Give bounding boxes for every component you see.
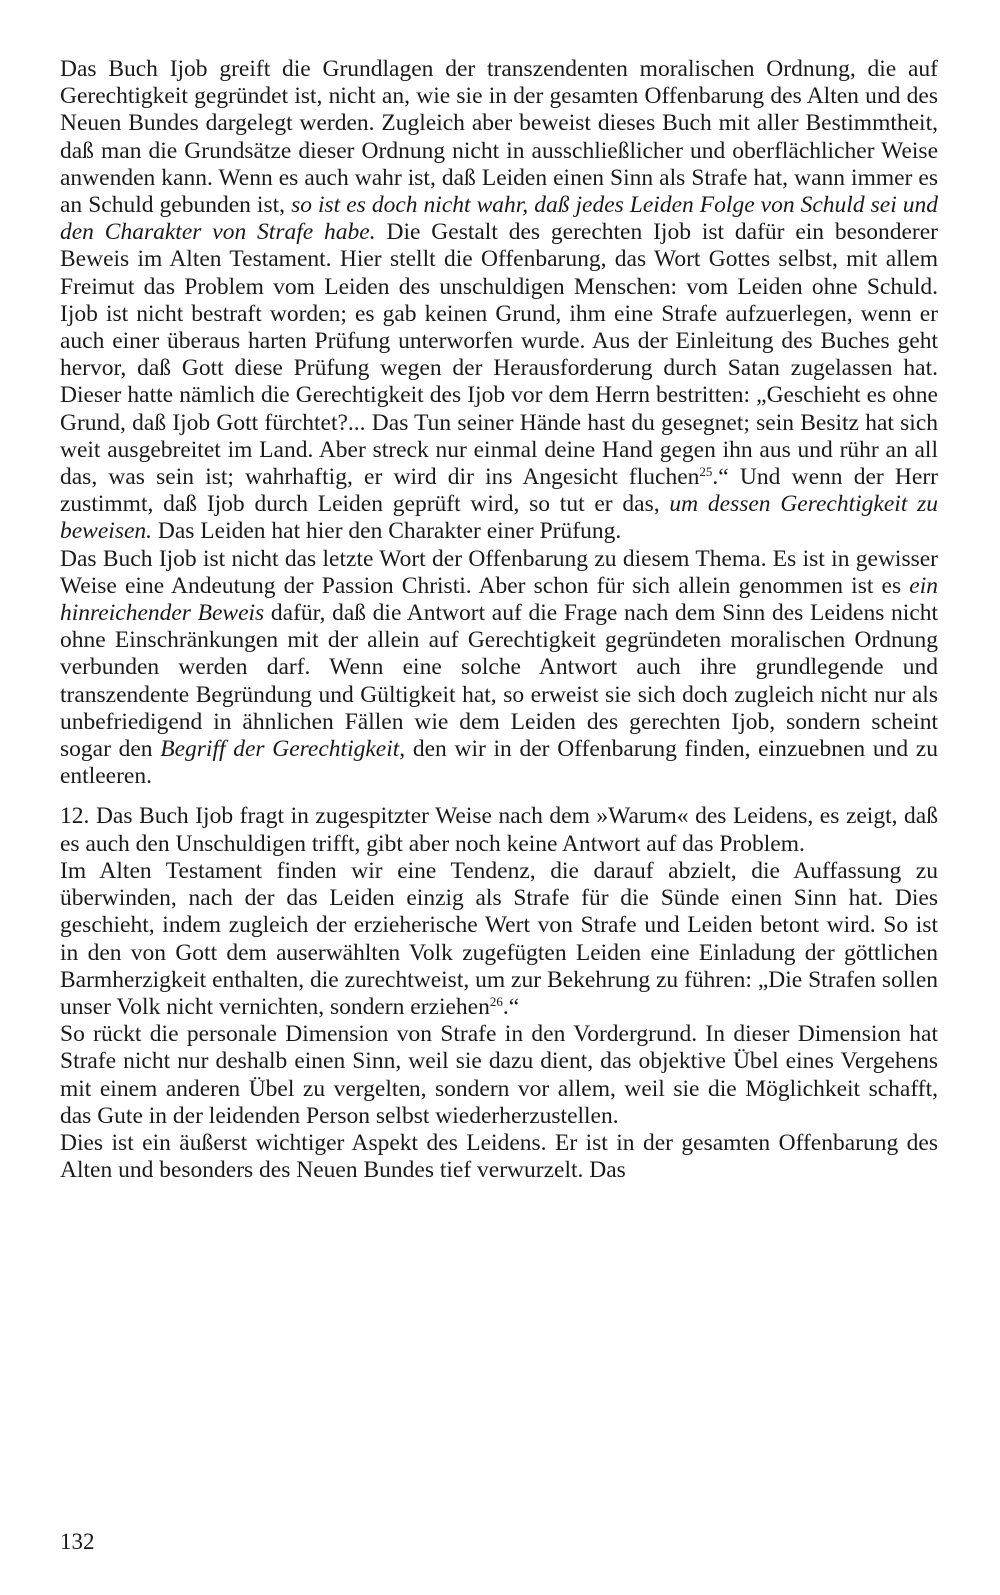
p2-italic-emphasis-1: ein hinreichender Beweis (60, 572, 939, 627)
p2-sentence-2: dafür, daß die Antwort auf die Frage nach dem Sinn des Leidens nicht ohne Einschränkungen mit der allein auf Gerechtigkeit gegründeten moralischen Ordnung verbunden werden darf. Wenn eine solche Antwort auch ihre grundlegende und transzendente Begründung und Gültigkeit hat, so erweist sie sich doch zugleich nicht nur als unbefriedigend in ähnlichen Fällen wie dem Leiden des gerechten Ijob, sondern scheint sogar den (60, 600, 939, 763)
footnote-marker-25: 25 (699, 464, 713, 480)
p1-sentence-4: Das Leiden hat hier den Charakter einer Prüfung. (157, 518, 622, 545)
p1-italic-emphasis-2: um dessen Gerechtigkeit zu beweisen. (60, 491, 939, 545)
paragraph-6: Dies ist ein äußerst wichtiger Aspekt des Leidens. Er ist in der gesamten Offenbarung des Alten und besonders des Neuen Bundes tief verwurzelt. Das (60, 1129, 938, 1184)
body-text (60, 56, 938, 1184)
paragraph-2 (60, 546, 938, 791)
paragraph-4 (60, 858, 938, 1021)
footnote-marker-26: 26 (489, 994, 503, 1010)
p1-sentence-3: .“ Und wenn der Herr zustimmt, daß Ijob durch Leiden geprüft wird, so tut er das, (60, 464, 938, 518)
page-number: 132 (60, 1529, 95, 1554)
p2-sentence-3: den wir in der Offenbarung finden, einzuebnen und zu entleeren. (60, 736, 938, 790)
p1-sentence-2: Die Gestalt des gerechten Ijob ist dafür ein besonderer Beweis im Alten Testament. Hier stellt die Offenbarung, das Wort Gottes selbst, mit allem Freimut das Problem vom Leiden des unschuldigen Menschen: vom Leiden ohne Schuld. Ijob ist nicht bestraft worden; es gab keinen Grund, ihm eine Strafe aufzuerlegen, wenn er auch einer überaus harten Prüfung unterworfen wurde. Aus der Einleitung des Buches geht hervor, daß Gott diese Prüfung wegen der Herausforderung durch Satan zugelassen hat. Dieser hatte nämlich die Gerechtigkeit des Ijob vor dem Herrn bestritten: „Geschieht es ohne Grund, daß Ijob Gott fürchtet?... Das Tun seiner Hände hast du gesegnet; sein Besitz hat sich weit ausgebreitet im Land. Aber streck nur einmal deine Hand gegen ihn aus und rühr an all das, was sein ist; wahrhaftig, er wird dir ins Angesicht fluchen (60, 219, 939, 491)
paragraph-5: So rückt die personale Dimension von Strafe in den Vordergrund. In dieser Dimension hat Strafe nicht nur deshalb einen Sinn, weil sie dazu dient, das objektive Übel eines Vergehens mit einem anderen Übel zu vergelten, sondern vor allem, weil sie die Möglichkeit schafft, das Gute in der leidenden Person selbst wiederherzustellen. (60, 1021, 938, 1129)
p1-italic-emphasis-1: so ist es doch nicht wahr, daß jedes Leiden Folge von Schuld sei und den Charakter von Strafe habe. (60, 192, 939, 246)
paragraph-1 (60, 56, 938, 546)
paragraph-3-section-12: 12. Das Buch Ijob fragt in zugespitzter Weise nach dem »Warum« des Leidens, es zeigt, daß es auch den Unschuldigen trifft, gibt aber noch keine Antwort auf das Problem. (60, 803, 938, 857)
p4-sentence-2: .“ (502, 993, 520, 1020)
p2-sentence-1: Das Buch Ijob ist nicht das letzte Wort der Offenbarung zu diesem Thema. Es ist in gewisser Weise eine Andeutung der Passion Christi. Aber schon für sich allein genommen ist es (60, 545, 938, 599)
p1-sentence-1: Das Buch Ijob greift die Grundlagen der transzendenten moralischen Ordnung, die auf Gerechtigkeit gegründet ist, nicht an, wie sie in der gesamten Offenbarung des Alten und des Neuen Bundes dargelegt werden. Zugleich aber beweist dieses Buch mit aller Bestimmtheit, daß man die Grundsätze dieser Ordnung nicht in ausschließlicher und oberflächlicher Weise anwenden kann. Wenn es auch wahr ist, daß Leiden einen Sinn als Strafe hat, wann immer es an Schuld gebunden ist, (60, 56, 938, 219)
p4-sentence-1: Im Alten Testament finden wir eine Tendenz, die darauf abzielt, die Auffassung zu überwinden, nach der das Leiden einzig als Strafe für die Sünde einen Sinn hat. Dies geschieht, indem zugleich der erzieherische Wert von Strafe und Leiden betont wird. So ist in den von Gott dem auserwählten Volk zugefügten Leiden eine Einladung der göttlichen Barmherzigkeit enthalten, die zurechtweist, um zur Bekehrung zu führen: „Die Strafen sollen unser Volk nicht vernichten, sondern erziehen (60, 857, 938, 1020)
p2-italic-emphasis-2: Begriff der Gerechtigkeit, (160, 736, 406, 763)
